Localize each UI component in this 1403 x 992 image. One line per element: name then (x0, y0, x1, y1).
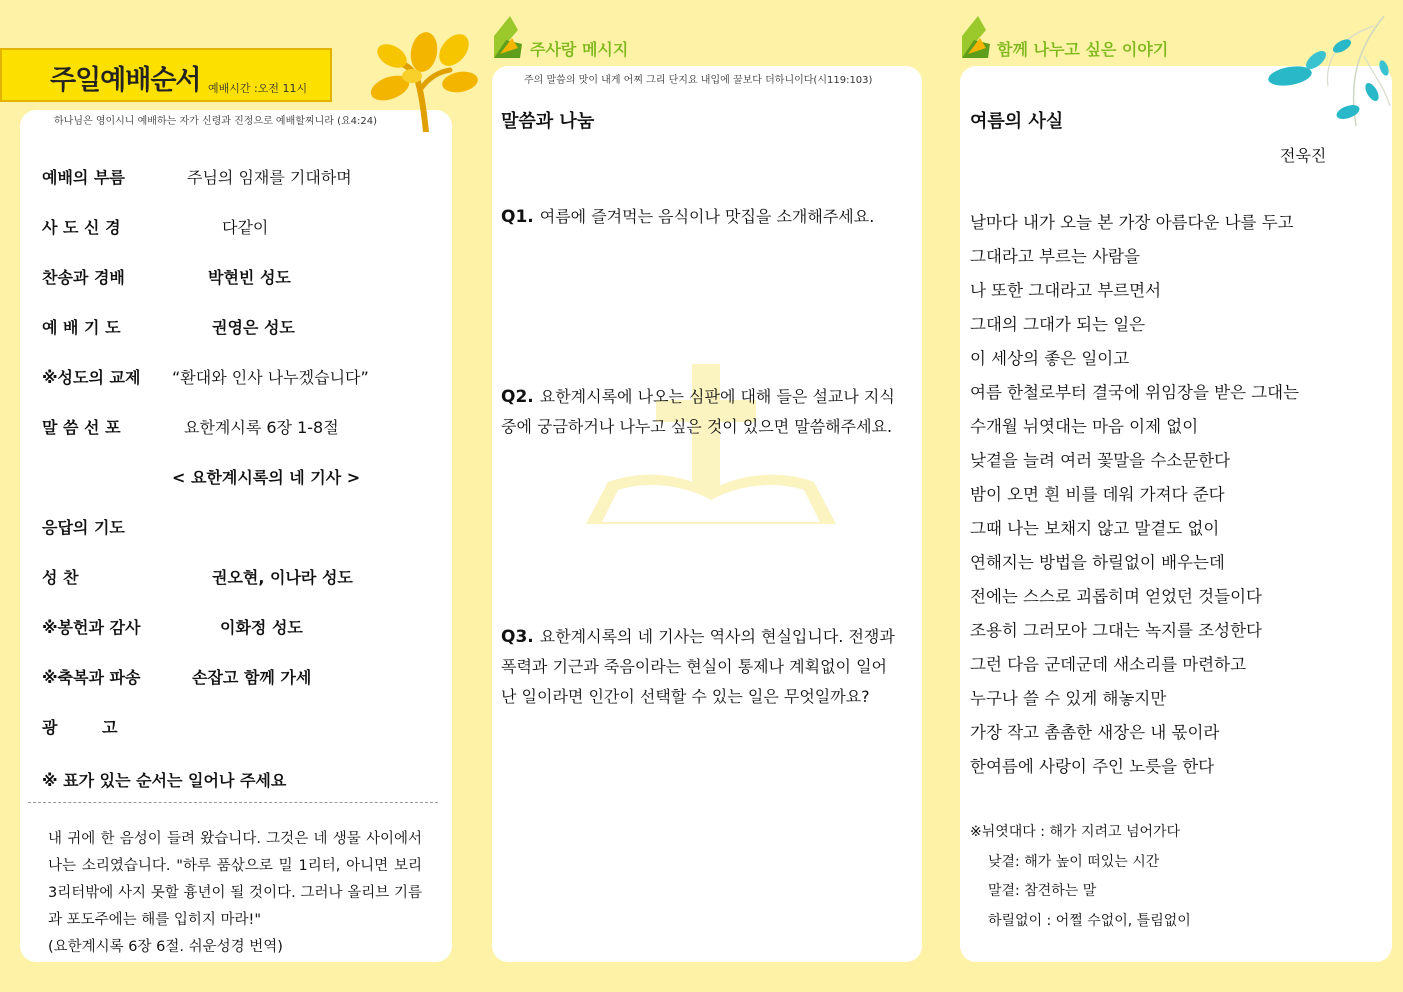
poem-line: 이 세상의 좋은 일이고 (970, 349, 1130, 368)
poem-line: 그런 다음 군데군데 새소리를 마련하고 (970, 655, 1247, 674)
order-label: 응답의 기도 (42, 518, 125, 537)
poem-line: 그때 나는 보채지 않고 말곁도 없이 (970, 519, 1220, 538)
poem-line: 가장 작고 촘촘한 새장은 내 몫이라 (970, 723, 1220, 742)
story-header: 함께 나누고 싶은 이야기 (997, 40, 1169, 59)
quote-reference: (요한계시록 6장 6절. 쉬운성경 번역) (48, 939, 283, 955)
message-verse: 주의 말씀의 맛이 내게 어찌 그리 단지요 내입에 꿀보다 더하니이다(시119:103) (524, 75, 873, 86)
order-sermon (42, 415, 339, 438)
order-announcements (42, 715, 117, 738)
leaf-logo-icon (492, 14, 526, 58)
order-praise (42, 265, 291, 288)
question-1 (501, 202, 901, 232)
order-label: 찬송과 경배 (42, 268, 125, 287)
order-value: 이화정 성도 (220, 618, 303, 637)
order-label: 말 씀 선 포 (42, 418, 121, 437)
sermon-title: < 요한계시록의 네 기사 > (172, 468, 361, 487)
glossary-item: 하릴없이 : 어쩔 수없이, 틀림없이 (988, 912, 1191, 929)
poem-line: 그대라고 부르는 사람을 (970, 247, 1140, 266)
glossary-item: 낮곁: 해가 높이 떠있는 시간 (988, 853, 1160, 870)
question-2 (501, 382, 901, 442)
order-value: 권오현, 이나라 성도 (212, 568, 353, 587)
order-call-to-worship (42, 165, 352, 188)
poem-line: 누구나 쓸 수 있게 해놓지만 (970, 689, 1167, 708)
order-value: 권영은 성도 (212, 318, 295, 337)
glossary (970, 818, 1191, 936)
poem-author: 전욱진 (1280, 146, 1327, 165)
order-prayer (42, 315, 295, 338)
poem-line: 나 또한 그대라고 부르면서 (970, 281, 1162, 300)
quote-text: 내 귀에 한 음성이 들려 왔습니다. 그것은 네 생물 사이에서 나는 소리였습니다. "하루 품삯으로 밀 1리터, 아니면 보리 3리터밖에 사지 못할 흉년이 될 것이다. 그러나 올리브 기름과 포도주에는 해를 입히지 마라!" (48, 831, 422, 928)
order-value: 손잡고 함께 가세 (192, 668, 312, 687)
order-label: 성 찬 (42, 568, 79, 587)
poem-line: 한여름에 사랑이 주인 노릇을 한다 (970, 757, 1215, 776)
poem-line: 그대의 그대가 되는 일은 (970, 315, 1146, 334)
question-3 (501, 622, 901, 712)
question-number: Q2. (501, 387, 534, 407)
question-number: Q1. (501, 207, 534, 227)
order-label: 예배의 부름 (42, 168, 125, 187)
poem-line: 여름 한철로부터 결국에 위임장을 받은 그대는 (970, 383, 1300, 402)
order-offering (42, 615, 303, 638)
question-text: 여름에 즐겨먹는 음식이나 맛집을 소개해주세요. (539, 207, 875, 226)
order-creed (42, 215, 269, 238)
order-value: 요한계시록 6장 1-8절 (184, 418, 339, 437)
poem-line: 낮곁을 늘려 여러 꽃말을 수소문한다 (970, 451, 1231, 470)
order-label: ※성도의 교제 (42, 368, 141, 387)
tree-icon (362, 26, 480, 132)
question-number: Q3. (501, 627, 534, 647)
service-time: 예배시간 :오전 11시 (208, 82, 308, 95)
message-header: 주사랑 메시지 (530, 40, 629, 59)
leaf-logo-icon (960, 14, 994, 58)
order-label: 예 배 기 도 (42, 318, 121, 337)
order-response-prayer (42, 515, 125, 538)
message-title: 말씀과 나눔 (501, 111, 595, 132)
scripture-quote (48, 826, 422, 961)
poem-line: 연해지는 방법을 하릴없이 배우는데 (970, 553, 1225, 572)
glossary-item: 말곁: 참견하는 말 (988, 883, 1097, 899)
order-value: “환대와 인사 나누겠습니다” (172, 368, 369, 387)
order-value: 주님의 임재를 기대하며 (187, 168, 352, 187)
standing-note: ※ 표가 있는 순서는 일어나 주세요 (42, 771, 287, 790)
poem-line: 전에는 스스로 괴롭히며 얻었던 것들이다 (970, 587, 1262, 606)
order-benediction (42, 665, 312, 688)
page-title: 주일예배순서 (50, 65, 201, 96)
poem-line: 밤이 오면 흰 비를 데워 가져다 준다 (970, 485, 1225, 504)
order-value: 다같이 (222, 218, 269, 237)
poem-line: 조용히 그러모아 그대는 녹지를 조성한다 (970, 621, 1262, 640)
question-text: 요한계시록에 나오는 심판에 대해 들은 설교나 지식 중에 궁금하거나 나누고 싶은 것이 있으면 말씀해주세요. (501, 387, 895, 436)
order-label: 광 고 (42, 718, 118, 737)
order-communion (42, 565, 353, 588)
worship-verse: 하나님은 영이시니 예배하는 자가 신령과 진정으로 예배할찌니라 (요4:24) (54, 116, 377, 127)
order-label: ※봉헌과 감사 (42, 618, 141, 637)
order-value: 박현빈 성도 (208, 268, 291, 287)
order-label: 사 도 신 경 (42, 218, 121, 237)
glossary-item: ※뉘엿대다 : 해가 지려고 넘어가다 (970, 824, 1181, 840)
question-text: 요한계시록의 네 기사는 역사의 현실입니다. 전쟁과 폭력과 기근과 죽음이라는 현실이 통제나 계획없이 일어난 일이라면 인간이 선택할 수 있는 일은 무엇일까요? (501, 627, 895, 706)
poem-body (970, 206, 1299, 784)
floral-ornament-icon (1264, 16, 1392, 130)
order-label: ※축복과 파송 (42, 668, 141, 687)
poem-line: 수개월 뉘엿대는 마음 이제 없이 (970, 417, 1199, 436)
order-fellowship (42, 365, 369, 388)
poem-line: 날마다 내가 오늘 본 가장 아름다운 나를 두고 (970, 213, 1294, 232)
divider (28, 802, 438, 803)
poem-title: 여름의 사실 (970, 111, 1064, 132)
